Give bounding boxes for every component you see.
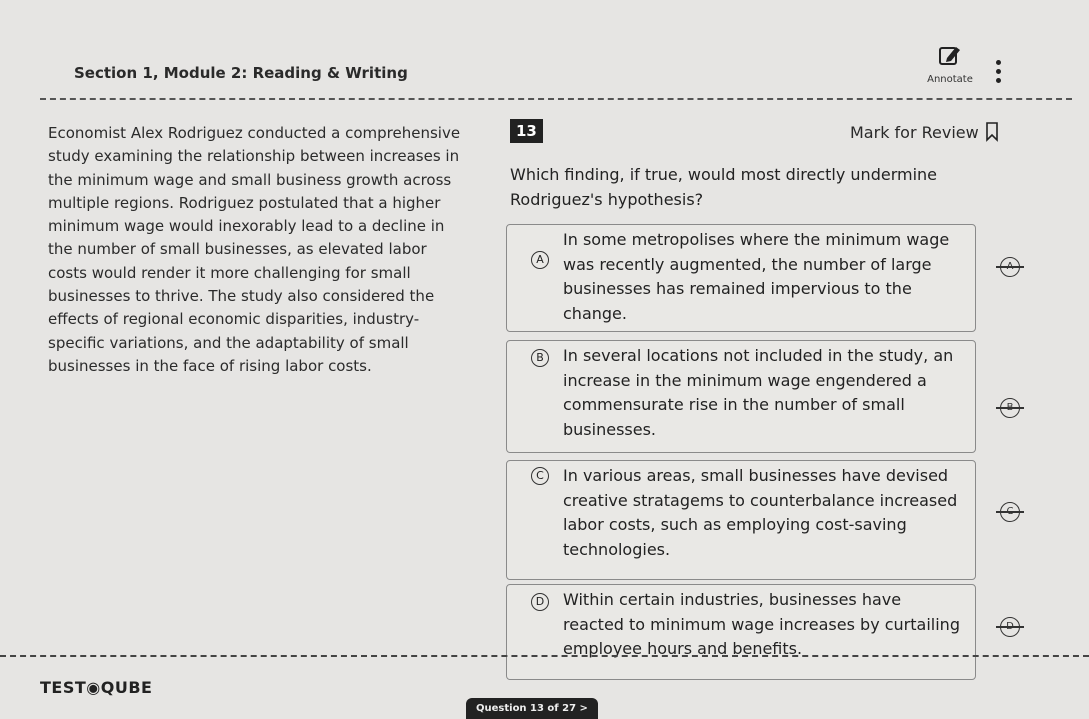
- eliminate-option-a-button[interactable]: [996, 257, 1024, 277]
- testqube-logo: TEST◉QUBE: [40, 678, 153, 697]
- passage-text: Economist Alex Rodriguez conducted a comprehensive study examining the relationship between increases in the minimum wage and small business growth across multiple regions. Rodriguez postulated that a higher minimum wage would inexorably lead to a decline in the number of small businesses, as elevated labor costs would render it more challenging for small businesses to thrive. The study also considered the effects of regional economic disparities, industry-specific variations, and the adaptability of small businesses in the face of rising labor costs.: [48, 124, 461, 375]
- option-letter-a: A: [531, 251, 549, 269]
- annotate-label: Annotate: [927, 74, 973, 85]
- eliminate-option-b-button[interactable]: [996, 398, 1024, 418]
- strike-line: [996, 407, 1024, 409]
- footer-divider: [0, 655, 1089, 657]
- pencil-icon: [938, 44, 962, 66]
- question-number: 13: [510, 119, 543, 143]
- strike-line: [996, 626, 1024, 628]
- mark-for-review-button[interactable]: [850, 122, 999, 142]
- section-title: Section 1, Module 2: Reading & Writing: [74, 64, 408, 82]
- strike-line: [996, 511, 1024, 513]
- option-text-c: In various areas, small businesses have devised creative stratagems to counterbalance increased labor costs, such as employing cost-saving technologies.: [563, 466, 958, 559]
- annotate-button[interactable]: [922, 44, 978, 85]
- answer-option-a[interactable]: [506, 224, 976, 332]
- question-navigator-button[interactable]: Question 13 of 27 >: [466, 698, 598, 719]
- option-letter-c: C: [531, 467, 549, 485]
- mark-for-review-label: Mark for Review: [850, 122, 979, 142]
- eliminate-option-c-button[interactable]: [996, 502, 1024, 522]
- answer-option-b[interactable]: [506, 340, 976, 453]
- option-letter-d: D: [531, 593, 549, 611]
- header-divider: [40, 98, 1072, 100]
- more-options-icon[interactable]: [992, 60, 1004, 86]
- eliminate-option-d-button[interactable]: [996, 617, 1024, 637]
- option-text-b: In several locations not included in the study, an increase in the minimum wage engendered a commensurate rise in the number of small businesses.: [563, 346, 954, 439]
- question-prompt: Which finding, if true, would most directly undermine Rodriguez's hypothesis?: [510, 165, 937, 209]
- option-text-a: In some metropolises where the minimum wage was recently augmented, the number of large businesses has remained impervious to the change.: [563, 230, 950, 323]
- answer-option-d[interactable]: [506, 584, 976, 680]
- option-text-d: Within certain industries, businesses have reacted to minimum wage increases by curtailing employee hours and benefits.: [563, 590, 960, 658]
- option-letter-b: B: [531, 349, 549, 367]
- strike-line: [996, 266, 1024, 268]
- bookmark-icon: [985, 122, 999, 142]
- answer-option-c[interactable]: [506, 460, 976, 580]
